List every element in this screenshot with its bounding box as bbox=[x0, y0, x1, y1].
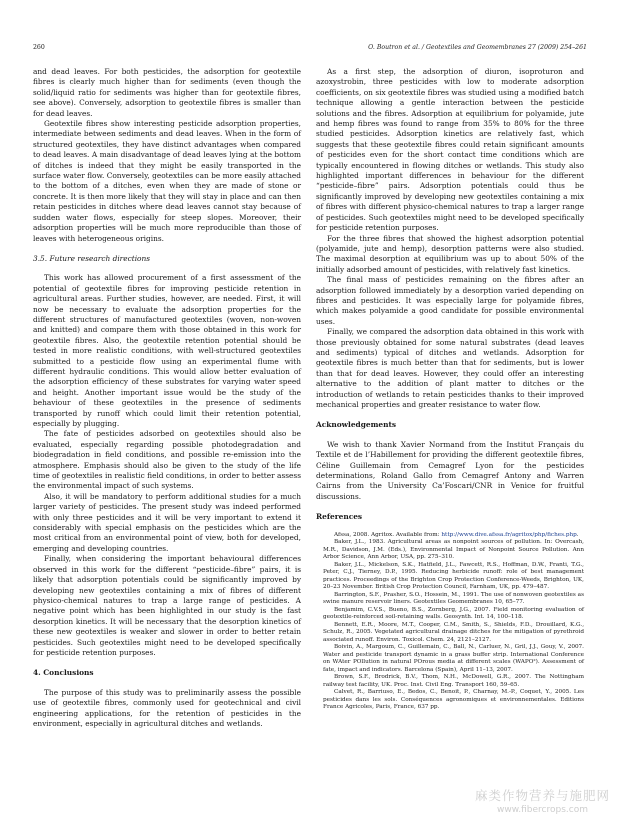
paragraph: The final mass of pesticides remaining on the fibres after an adsorption followed immediately by a desorption varied depending on fibres and pesticides. It was especially large for polyamide fibres, which makes polyamide a good candidate for possible environmental uses. bbox=[316, 275, 584, 326]
paragraph: Geotextile fibres show interesting pesticide adsorption properties, intermediate between sediments and dead leaves. When in the form of structured geotextiles, they have distinct advantages when compared to dead leaves. A main disadvantage of dead leaves lying at the bottom of ditches is indeed that they might be easily transported in the surface water flow. Conversely, geotextiles can be more easily attached to the bottom of a ditches, even when they are made of stone or concrete. It is then more likely that they will stay in place and can then retain pesticides in ditches where dead leaves cannot stay because of sudden water flows, especially for steep slopes. Moreover, their adsorption properties will be much more reproducible than those of leaves with heterogeneous origins. bbox=[33, 119, 301, 243]
right-column bbox=[316, 67, 584, 712]
watermark-url: www.fibercrops.com bbox=[497, 805, 588, 815]
reference-item: Bennett, E.R., Moore, M.T., Cooper, C.M., Smith, S., Shields, F.D., Drouillard, K.G., Schulz, R., 2005. Vegetated agricultural drainage ditches for the mitigation of pyrethroid associated runoff. Environ. Toxicol. Chem. 24, 2121–2127. bbox=[323, 621, 584, 643]
reference-item: Baker, J.L., Mickelson, S.K., Hatfield, J.L., Fawcett, R.S., Hoffman, D.W., Franti, T.G., Peter, C.J., Tierney, D.P., 1995. Reducing herbicide runoff: role of best management practices. Proceedings of the Brighton Crop Protection Conference-Weeds, Brighton, UK, 20–23 November. British Crop Protection Council, Farnham, UK, pp. 479–487. bbox=[323, 561, 584, 591]
reference-text: Afssa, 2008. Agritox. Available from: bbox=[334, 531, 442, 538]
section-heading-conclusions: 4. Conclusions bbox=[33, 668, 94, 678]
reference-list bbox=[316, 532, 584, 712]
paragraph: For the three fibres that showed the highest adsorption potential (polyamide, jute and hemp), desorption patterns were also studied. The maximal desorption at equilibrium was up to about 50% of the initially adsorbed amount of pesticides, with relatively fast kinetics. bbox=[316, 233, 584, 274]
paragraph: The fate of pesticides adsorbed on geotextiles should also be evaluated, especially regarding possible photodegradation and biodegradation in field conditions, and possible re-emission into the atmosphere. Emphasis should also be given to the study of the life time of geotextiles in realistic field conditions, in order to better assess the environmental impact of such systems. bbox=[33, 429, 301, 491]
reference-item: Benjamim, C.V.S., Bueno, B.S., Zornberg, J.G., 2007. Field monitoring evaluation of geotextile-reinforced soil-retaining walls. Geosynth. Int. 14, 100–118. bbox=[323, 606, 584, 621]
references-heading: References bbox=[316, 512, 363, 522]
left-column bbox=[33, 67, 301, 729]
reference-item: Calvet, R., Barriuso, E., Bedos, C., Benoit, P., Charnay, M.-P., Coquet, Y., 2005. Les pesticides dans les sols. Conséquences agronomiques et environnementales. Editions France Agricoles, Paris, France, 637 pp. bbox=[323, 689, 584, 711]
paragraph: This work has allowed procurement of a first assessment of the potential of geotextile fibres for improving pesticide retention in agricultural areas. Further studies, however, are needed. First, it will now be necessary to evaluate the adsorption properties for the different structures of manufactured geotextiles (woven, non-woven and knitted) and compare them with those obtained in this work for geotextile fibres. Also, the geotextile retention potential should be tested in more realistic conditions, with well-structured geotextiles submitted to a pesticide flow using an experimental flume with different hydraulic conditions. This would allow better evaluation of the adsorption efficiency of these substrates for varying water speed and height. Another important issue would be the study of the behaviour of these geotextiles in the presence of sediments transported by runoff which could limit their retention potential, especially by plugging. bbox=[33, 273, 301, 428]
section-heading-future-research: 3.5. Future research directions bbox=[33, 253, 151, 263]
paragraph: Also, it will be mandatory to perform additional studies for a much larger variety of pesticides. The present study was indeed performed with only three pesticides and it will be very important to extend it considerably with special emphasis on the pesticides which are the most critical from an environmental point of view, both for developed, emerging and developing countries. bbox=[33, 491, 301, 553]
reference-link[interactable]: http://www.dive.afssa.fr/agritox/php/fiches.php bbox=[441, 531, 577, 538]
paragraph: As a first step, the adsorption of diuron, isoproturon and azoxystrobin, three pesticides with low to moderate adsorption coefficients, on six geotextile fibres was studied using a modified batch technique allowing a gentle interaction between the pesticide solutions and the fibres. Adsorption at equilibrium for polyamide, jute and hemp fibres was found to range from 35% to 80% for the three studied pesticides. Adsorption kinetics are relatively fast, which suggests that these geotextile fibres could retain significant amounts of pesticides even for the short contact time conditions which are typically encountered in flowing ditches or wetlands. This study also highlighted important differences in behaviour for the different “pesticide–fibre” pairs. Adsorption potentials could thus be significantly improved by developing new geotextiles containing a mix of fibres with different physico-chemical natures to trap a larger range of pesticides. Such geotextiles might need to be developed specifically for pesticide retention purposes. bbox=[316, 67, 584, 233]
paragraph: Finally, when considering the important behavioural differences observed in this work for the different “pesticide–fibre” pairs, it is likely that adsorption potentials could be significantly improved by developing new geotextiles containing a mix of fibres of different physico-chemical natures to trap a large range of pesticides. A negative point which has been highlighted in our study is the fast desorption kinetics. It will be necessary that the desorption kinetics of these new geotextiles is weaker and slower in order to better retain pesticides. Such geotextiles might need to be developed specifically for pesticide retention purposes. bbox=[33, 554, 301, 657]
acknowledgements-text: We wish to thank Xavier Normand from the Institut Français du Textile et de l’Habillement for providing the different geotextile fibres, Céline Guillemain from Cemagref Lyon for the pesticides determinations, Roland Gallo from Cemagref Antony and Warren Cairns from the University Ca’Foscari/CNR in Venice for fruitful discussions. bbox=[316, 439, 584, 501]
watermark bbox=[475, 786, 610, 815]
reference-item: Barrington, S.F., Prasher, S.O., Hossein, M., 1991. The use of nonwoven geotextiles as swine manure reservoir liners. Geotextiles Geomembranes 10, 65–77. bbox=[323, 591, 584, 606]
reference-item: Brown, S.F., Brodrick, B.V., Thom, N.H., McDowell, G.R., 2007. The Nottingham railway test facility, UK. Proc. Inst. Civil Eng. Transport 160, 59–65. bbox=[323, 674, 584, 688]
reference-text: . bbox=[576, 531, 579, 538]
journal-citation: O. Boutron et al. / Geotextiles and Geomembranes 27 (2009) 254–261 bbox=[368, 44, 587, 51]
reference-item: Baker, J.L., 1983. Agricultural areas as nonpoint sources of pollution. In: Overcash, M.R., Davidson, J.M. (Eds.), Environmental Impact of Nonpoint Source Pollution. Ann Arbor Science, Ann Arbor, USA, pp. 275–310. bbox=[323, 539, 584, 561]
paragraph: and dead leaves. For both pesticides, the adsorption for geotextile fibres is clearly much higher than for sediments (even though the solid/liquid ratio for sediments was higher than for geotextile fibres, see above). Conversely, adsorption to geotextile fibres is smaller than for dead leaves. bbox=[33, 67, 301, 118]
reference-item bbox=[316, 532, 584, 540]
page-number: 260 bbox=[33, 44, 45, 51]
acknowledgements-heading: Acknowledgements bbox=[316, 420, 397, 430]
reference-item: Boivin, A., Margoum, C., Guillemain, C., Ball, N., Carluer, N., Gril, J.J., Gouy, V., 2007. Water and pesticide transport dynamic in a grass buffer strip. International Conference on WAter POllution in natural POrous media at different scales (WAPO²). Assessment of fate, impact and indicators. Barcelona (Spain), April 11–13, 2007. bbox=[323, 644, 584, 673]
paragraph: The purpose of this study was to preliminarily assess the possible use of geotextile fibres, commonly used for geotechnical and civil engineering applications, for the retention of pesticides in the environment, especially in agricultural ditches and wetlands. bbox=[33, 687, 301, 728]
watermark-title: 麻类作物营养与施肥网 bbox=[474, 788, 610, 803]
paragraph: Finally, we compared the adsorption data obtained in this work with those previously obtained for some natural substrates (dead leaves and sediments) typical of ditches and wetlands. Adsorption for geotextile fibres is much better than that for sediments, but is lower than that for dead leaves. However, they could offer an interesting alternative to the addition of plant matter to ditches or the introduction of wetlands to retain pesticides thanks to their improved mechanical properties and greater resistance to water flow. bbox=[316, 327, 584, 409]
